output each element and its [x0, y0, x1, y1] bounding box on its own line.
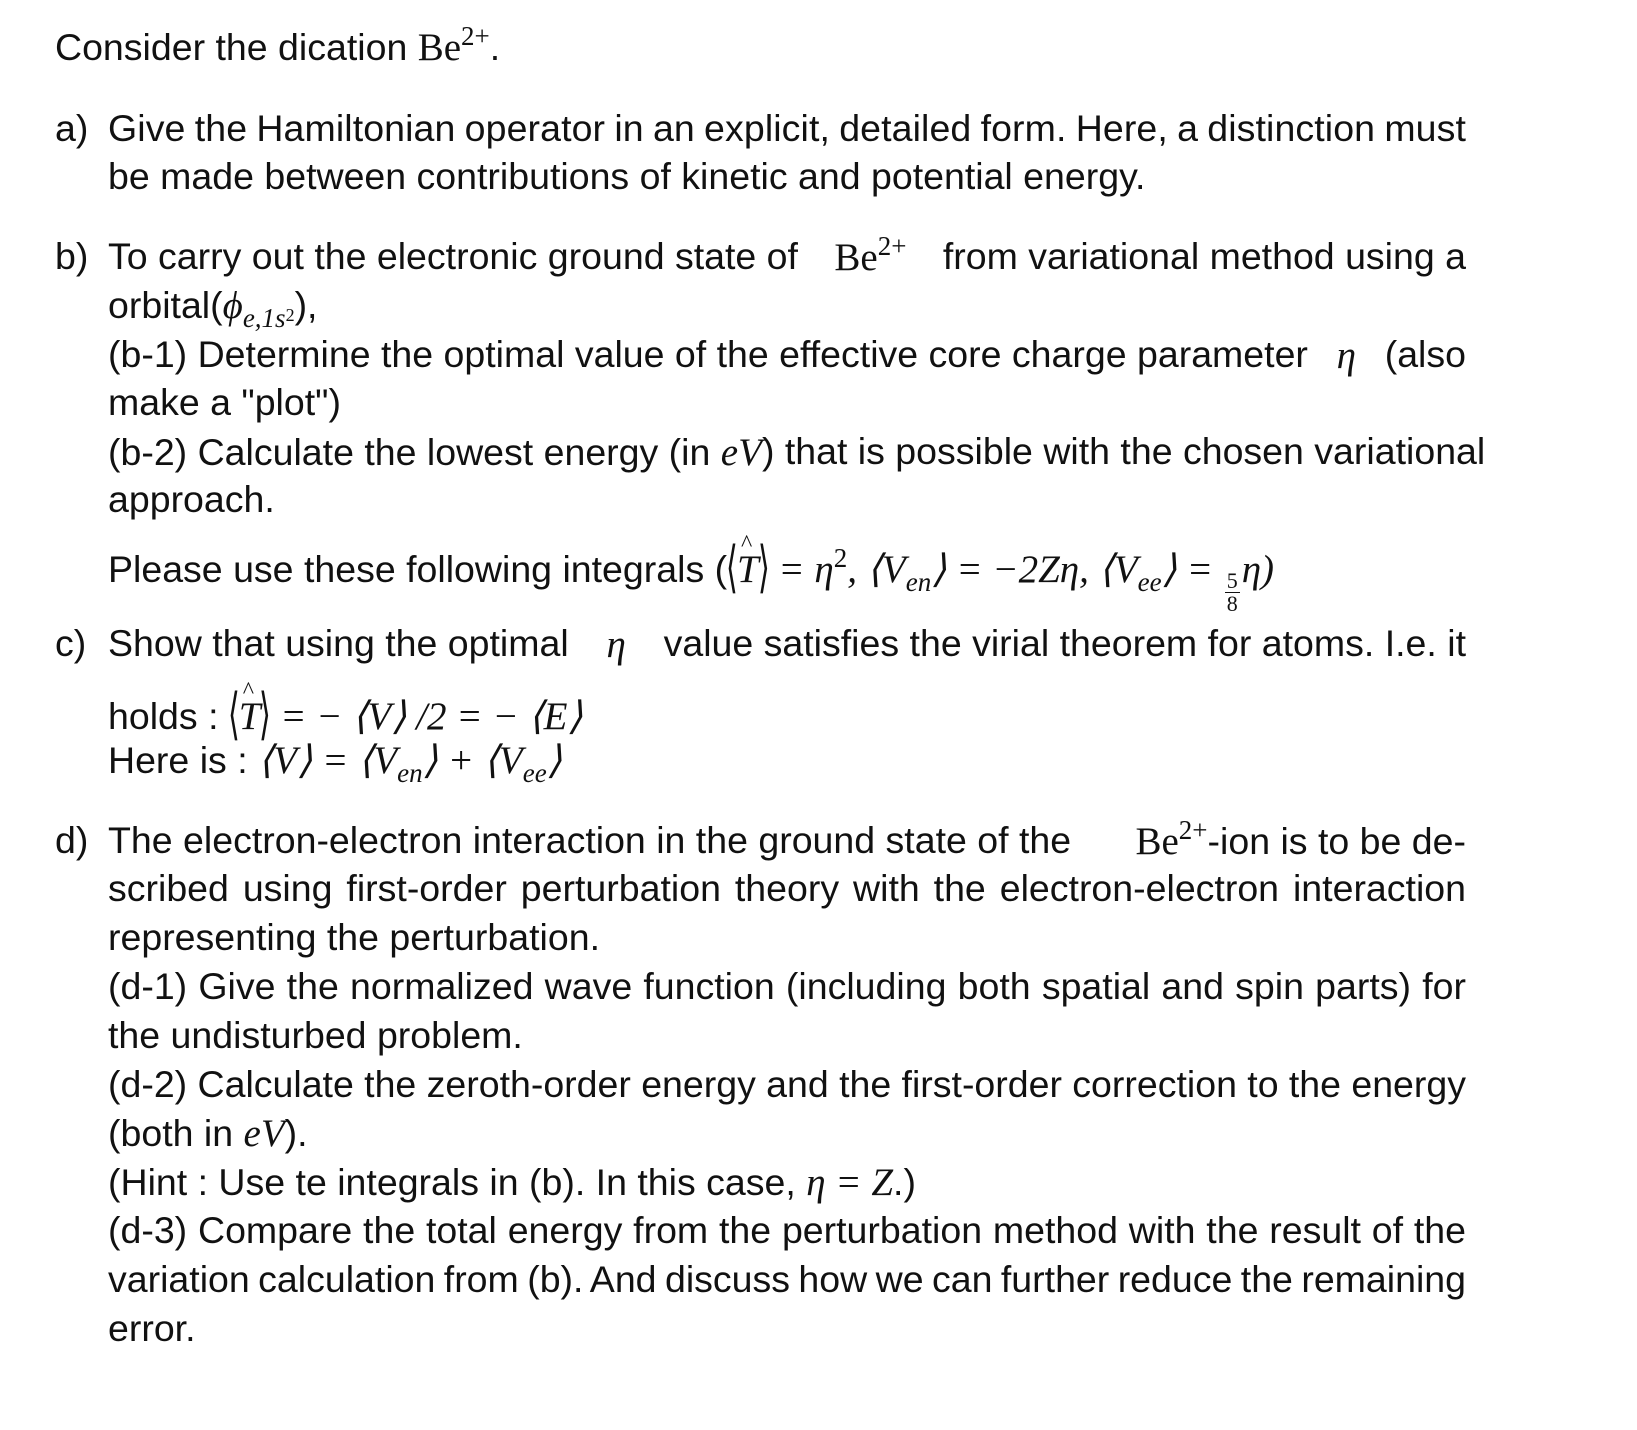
b1-line-1: (b-1) Determine the optimal value of the effective core charge parameter η (also — [108, 333, 1466, 377]
ion-formula: $Be^{2+}$ — [834, 231, 907, 279]
ion-symbol: Be — [1135, 820, 1179, 863]
part-c-line-3: Here is : ⟨V⟩ = $⟨V_{en}⟩$ + $⟨V_{ee}⟩$ — [108, 739, 562, 788]
part-a-line-2: be made between contributions of kinetic and potential energy. — [108, 155, 1146, 197]
part-b-label: b) — [55, 235, 89, 277]
integrals-line: Please use these following integrals (⟨^ T⟩ = $\eta^2$, $⟨V_{en}⟩ = -2Z\eta$, $⟨V_{ee}⟩$ = $\frac{5}{8}$ η) — [108, 536, 1274, 615]
part-d-line-1: The electron-electron interaction in the ground state of the $Be^{2+}$-ion is to be de- — [108, 815, 1466, 863]
b1-line-2: make a "plot") — [108, 381, 341, 423]
d3-line-3: error. — [108, 1307, 196, 1349]
part-a-line-1: Give the Hamiltonian operator in an explicit, detailed form. Here, a distinction must — [108, 107, 1466, 149]
d1-line-2: the undisturbed problem. — [108, 1014, 523, 1056]
b2-line-1: (b-2) Calculate the lowest energy (in eV ) that is possible with the chosen variational — [108, 430, 1486, 474]
part-d-line-2: scribed using first-order perturbation theory with the electron-electron interaction — [108, 867, 1466, 909]
b2-line-2: approach. — [108, 478, 275, 520]
d2-line-1: (d-2) Calculate the zeroth-order energy and the first-order correction to the energy — [108, 1063, 1466, 1105]
d2-line-2: (both in eV). — [108, 1112, 308, 1155]
part-a-label: a) — [55, 107, 89, 149]
ion-charge: 2+ — [461, 21, 490, 51]
unit-ev: eV — [243, 1112, 285, 1155]
kinetic-operator: ^ T — [737, 550, 759, 589]
part-d-line-3: representing the perturbation. — [108, 916, 600, 958]
unit-ev: eV — [720, 431, 762, 474]
kinetic-operator: ^ T — [239, 697, 261, 736]
part-c-line-2: holds : ⟨^ T⟩ = − ⟨V⟩ /2 = − ⟨E⟩ — [108, 683, 583, 739]
orbital-symbol: ϕ — [222, 284, 243, 327]
part-d-label: d) — [55, 819, 89, 861]
part-b-line-1: To carry out the electronic ground state of $Be^{2+}$ from variational method using a — [108, 231, 1466, 279]
intro-line: Consider the dication $Be^{2+}$. — [55, 21, 501, 69]
part-c-line-1: Show that using the optimal η value satisfies the virial theorem for atoms. I.e. it — [108, 622, 1466, 666]
fraction: $\frac{5}{8}$ — [1226, 568, 1238, 616]
ion-symbol: Be — [417, 26, 462, 69]
d1-line-1: (d-1) Give the normalized wave function (including both spatial and spin parts) for — [108, 965, 1466, 1007]
part-c-label: c) — [55, 622, 87, 664]
d3-line-1: (d-3) Compare the total energy from the perturbation method with the result of the — [108, 1209, 1466, 1251]
hint-line: (Hint : Use te integrals in (b). In this case, η = Z.) — [108, 1161, 916, 1204]
d3-line-2: variation calculation from (b). And discuss how we can further reduce the remaining — [108, 1258, 1466, 1300]
part-b-line-2: $orbital(\phi_{e,1s^2})$, — [108, 284, 318, 333]
